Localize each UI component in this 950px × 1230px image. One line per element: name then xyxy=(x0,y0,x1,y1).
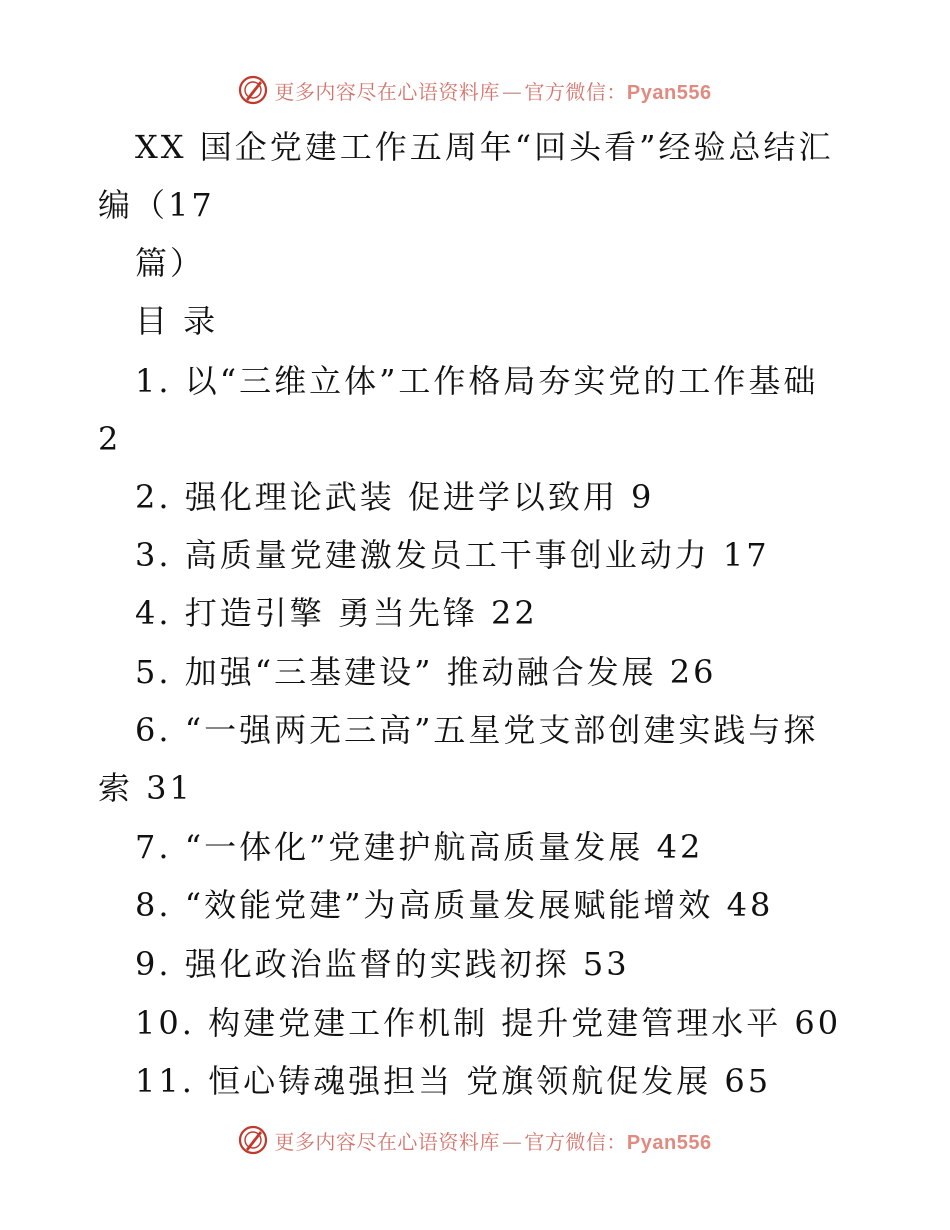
toc-item-8: 8. “效能党建”为高质量发展赋能增效 48 xyxy=(135,886,774,924)
toc-item-7: 7. “一体化”党建护航高质量发展 42 xyxy=(135,828,704,866)
watermark-text: 更多内容尽在心语资料库 — 官方微信：Pyan556 xyxy=(274,79,712,104)
toc-item-6: 6. “一强两无三高”五星党支部创建实践与探 xyxy=(135,711,819,749)
watermark-text: 更多内容尽在心语资料库 — 官方微信：Pyan556 xyxy=(274,1129,712,1154)
toc-item-2: 2. 强化理论武装 促进学以致用 9 xyxy=(135,478,655,516)
doc-title-line1: XX 国企党建工作五周年“回头看”经验总结汇 xyxy=(135,128,834,166)
toc-item-3: 3. 高质量党建激发员工干事创业动力 17 xyxy=(135,536,770,574)
footer-watermark xyxy=(0,1120,950,1160)
toc-item-10: 10. 构建党建工作机制 提升党建管理水平 60 xyxy=(135,1004,842,1042)
toc-item-11: 11. 恒心铸魂强担当 党旗领航促发展 65 xyxy=(135,1062,772,1100)
toc-item-1: 1. 以“三维立体”工作格局夯实党的工作基础 xyxy=(135,362,819,400)
header-watermark xyxy=(0,70,950,110)
toc-item-4: 4. 打造引擎 勇当先锋 22 xyxy=(135,594,538,632)
doc-title-line2: 编（17 xyxy=(98,186,215,224)
doc-title-line3: 篇） xyxy=(135,244,206,282)
pen-seal-icon xyxy=(238,1125,268,1155)
pen-seal-icon xyxy=(238,75,268,105)
toc-item-5: 5. 加强“三基建设” 推动融合发展 26 xyxy=(135,653,717,691)
toc-heading: 目 录 xyxy=(135,302,219,340)
toc-item-9: 9. 强化政治监督的实践初探 53 xyxy=(135,945,630,983)
toc-item-6-page: 索 31 xyxy=(98,769,193,807)
toc-item-1-page: 2 xyxy=(98,420,122,458)
